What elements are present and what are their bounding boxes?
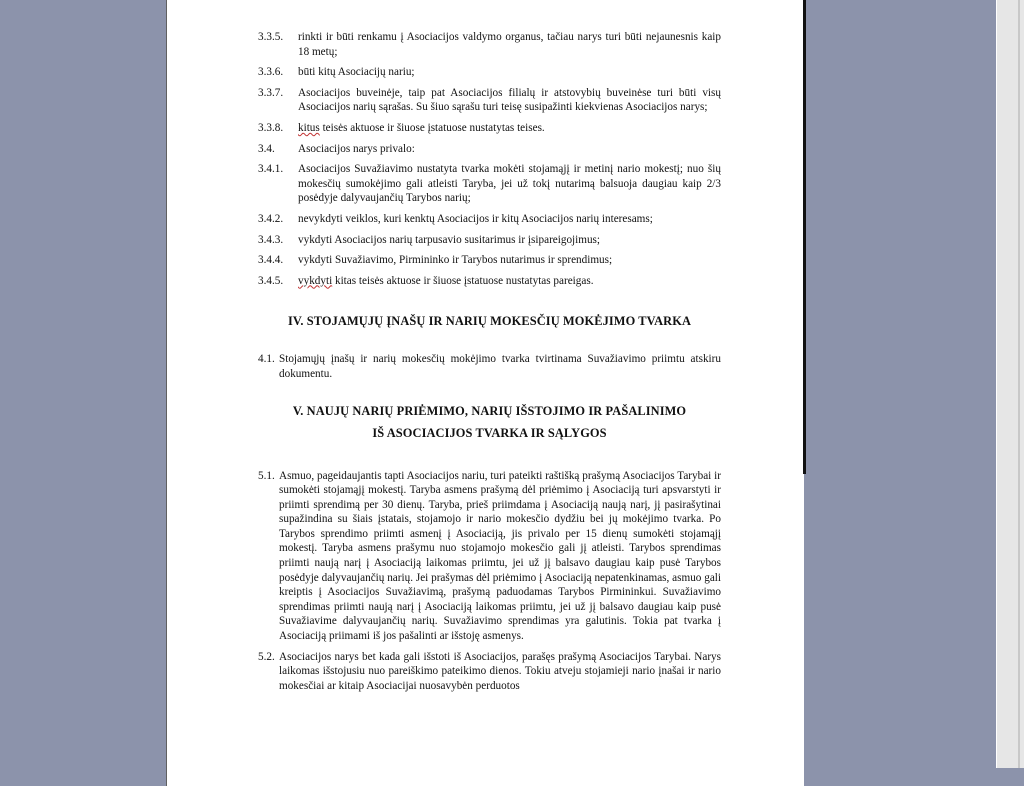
list-item [258,86,721,115]
document-page[interactable] [166,0,804,786]
item-text: Asociacijos narys privalo: [298,142,415,155]
document-content [258,30,721,693]
item-text: Asmuo, pageidaujantis tapti Asociacijos nariu, turi pateikti raštišką prašymą Asociacijos Tarybai ir sumokėti stojamąjį mokestį. Taryba asmens prašymą dėl priėmimo į Asociaciją turi apsvarstyti ir priimti sprendimą per 30 dienų. Taryba, prieš priimdama į Asociaciją naują narį, jį pasirašytinai supažindina su šiais įstatais, stojamojo ir nario mokesčio dydžiu bei jų mokėjimo tvarka. Po Tarybos sprendimo priimti asmenį į Asociaciją, jis privalo per 15 dienų sumokėti stojamąjį mokestį. Taryba asmens prašymu nuo stojamojo mokesčio gali jį atleisti. Tarybos sprendimas priimti naują narį į Asociaciją laikomas priimtu, jei už jį balsavo daugiau kaip pusė Tarybos posėdyje dalyvaujančių narių. Jei prašymas dėl priėmimo į Asociaciją nepatenkinamas, asmuo gali kreiptis į Asociacijos Suvažiavimą, prašymą paduodamas Tarybos Pirmininkui. Suvažiavimo sprendimas priimti naują narį į Asociaciją laikomas priimtu, jei už jį balsavo daugiau kaip pusė Suvažiavime dalyvaujančių narių. Suvažiavimo sprendimas yra galutinis. Tokia pat tvarka į Asociaciją priimami iš jos pašalinti ar išstoję asmenys. [279,469,721,643]
item-number: 3.4.4. [258,254,284,267]
list-item [258,30,721,59]
list-item [258,650,721,694]
vertical-scrollbar[interactable] [996,0,1024,768]
item-text: teisės aktuose ir šiuose įstatuose nustatytas teises. [319,121,545,134]
item-number: 3.4.2. [258,212,284,225]
list-item [258,212,721,227]
item-text: rinkti ir būti renkamu į Asociacijos valdymo organus, tačiau narys turi būti nejaunesnis kaip 18 metų; [298,31,721,58]
list-item [258,162,721,206]
item-number: 3.3.6. [258,66,284,79]
item-text: vykdyti Asociacijos narių tarpusavio susitarimus ir įsipareigojimus; [298,233,601,246]
item-number: 5.1. [258,469,275,482]
item-text: Asociacijos buveinėje, taip pat Asociacijos filialų ir atstovybių buveinėse turi būti visų Asociacijos narių sąrašas. Su šiuo sąrašu turi teisę susipažinti kiekvienas Asociacijos narys; [298,86,721,114]
item-text: Stojamųjų įnašų ir narių mokesčių mokėjimo tvarka tvirtinama Suvažiavimo priimtu atskiru dokumentu. [279,353,721,380]
misspelled-word[interactable]: kitus [298,121,320,134]
section-heading: IŠ ASOCIACIJOS TVARKA IR SĄLYGOS [372,425,607,440]
item-text-wrapper [298,121,721,136]
item-text: kitas teisės aktuose ir šiuose įstatuose nustatytas pareigas. [332,274,594,287]
scrollbar-edge [1018,0,1020,768]
item-text: vykdyti Suvažiavimo, Pirmininko ir Tarybos nutarimus ir sprendimus; [298,254,613,267]
item-number: 3.3.7. [258,86,284,99]
list-item [258,352,721,381]
section-heading: V. NAUJŲ NARIŲ PRIĖMIMO, NARIŲ IŠSTOJIMO IR PAŠALINIMO [292,403,687,418]
section-heading: IV. STOJAMŲJŲ ĮNAŠŲ IR NARIŲ MOKESČIŲ MOKĖJIMO TVARKA [288,314,691,329]
list-item [258,233,721,248]
item-number: 3.4.1. [258,163,284,176]
list-item [258,253,721,268]
item-number: 3.3.8. [258,121,284,134]
page-shadow [803,0,806,474]
workspace-background [806,0,996,768]
list-item [258,142,721,157]
item-number: 5.2. [258,650,275,663]
item-number: 3.4.5. [258,274,284,287]
item-number: 4.1. [258,353,275,366]
item-text: būti kitų Asociacijų nariu; [298,66,415,79]
item-number: 3.4. [258,142,275,155]
list-item [258,274,721,289]
misspelled-word[interactable]: vykdyti [298,274,333,287]
list-item [258,65,721,80]
item-number: 3.4.3. [258,233,284,246]
list-item [258,469,721,644]
item-text-wrapper [298,274,721,289]
item-text: Asociacijos Suvažiavimo nustatyta tvarka mokėti stojamąjį ir metinį nario mokestį; nuo šių mokesčių sumokėjimo gali atleisti Taryba, jei už tokį nutarimą balsuoja daugiau kaip 2/3 posėdyje dalyvaujančių Tarybos narių; [298,163,721,205]
item-text: nevykdyti veiklos, kuri kenktų Asociacijos ir kitų Asociacijos narių interesams; [298,212,653,225]
item-number: 3.3.5. [258,31,284,43]
list-item [258,121,721,136]
item-text: Asociacijos narys bet kada gali išstoti iš Asociacijos, parašęs prašymą Asociacijos Tarybai. Narys laikomas išstojusiu nuo pareiškimo pateikimo dienos. Tokiu atveju stojamieji nario įnašai ir nario mokesčiai ar kitaip Asociacijai nuosavybėn perduotos [279,650,721,692]
